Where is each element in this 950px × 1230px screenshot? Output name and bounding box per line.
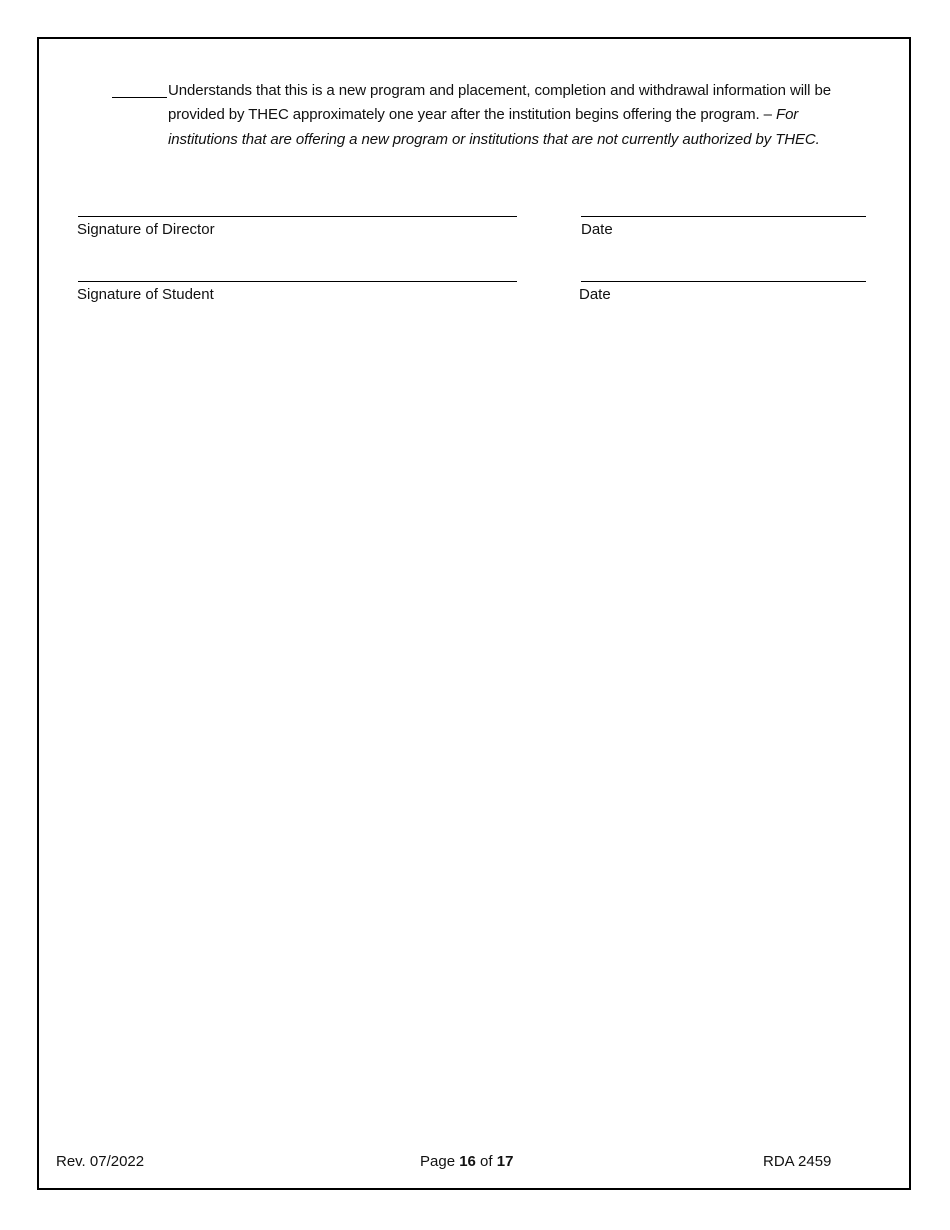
page-current: 16	[459, 1153, 476, 1170]
form-number: RDA 2459	[763, 1153, 832, 1170]
page-prefix: Page	[420, 1153, 460, 1170]
director-signature-line[interactable]	[78, 216, 517, 217]
page-number	[420, 1153, 513, 1171]
revision-date: Rev. 07/2022	[56, 1153, 145, 1170]
page-total: 17	[496, 1153, 514, 1170]
acknowledgement-statement	[168, 79, 838, 152]
student-signature-line[interactable]	[78, 281, 517, 282]
initials-blank-line[interactable]	[112, 97, 167, 98]
student-date-line[interactable]	[581, 281, 866, 282]
page-border	[37, 37, 911, 1190]
page-of: of	[475, 1153, 497, 1170]
acknowledgement-text: Understands that this is a new program and placement, completion and withdrawal information will be provided by THEC approximately one year after the institution begins offering the program. –	[168, 82, 831, 124]
director-date-label: Date	[581, 221, 613, 238]
director-date-line[interactable]	[581, 216, 866, 217]
student-signature-label: Signature of Student	[77, 286, 214, 303]
acknowledgement-note: For institutions that are offering a new program or institutions that are not currently authorized by THEC.	[168, 106, 820, 148]
director-signature-label: Signature of Director	[77, 221, 215, 238]
student-date-label: Date	[579, 286, 611, 303]
